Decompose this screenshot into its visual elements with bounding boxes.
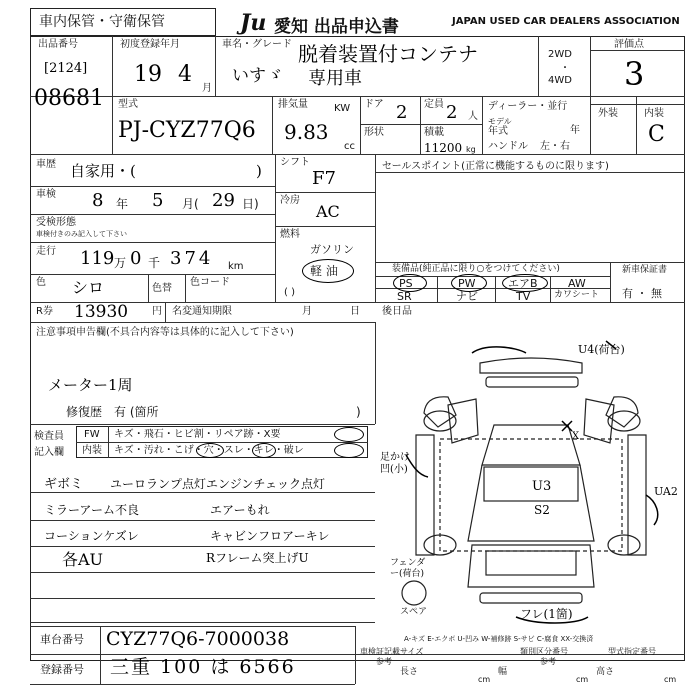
mileage-label: 走行 <box>36 246 56 257</box>
fourwd-label: 4WD <box>548 75 572 86</box>
divider <box>275 192 375 193</box>
equip-tv: TV <box>516 290 531 303</box>
cm-unit-2: cm <box>576 675 589 684</box>
plate-label: 登録番号 <box>40 663 84 676</box>
inspection-month-unit: 月( <box>182 197 199 211</box>
notice-label: 名変通知期限 <box>172 306 232 317</box>
cm-unit-1: cm <box>478 675 491 684</box>
divider <box>30 274 275 275</box>
divider <box>30 598 375 599</box>
divider <box>30 622 375 623</box>
divider <box>100 626 101 684</box>
maker-name: いすゞ <box>232 66 283 86</box>
divider <box>495 276 496 302</box>
equipment-label: 装備品(純正品に限り○をつけてください) <box>392 264 560 274</box>
divider <box>375 154 376 302</box>
ref-label-2: 参考 <box>540 657 556 666</box>
mark-circle <box>196 443 224 458</box>
comment-5: ユーロランプ点灯 <box>110 477 207 491</box>
repair-close: ) <box>356 405 361 419</box>
vehicle-name-label: 車名・グレード <box>222 39 292 50</box>
fw-label: FW <box>84 429 100 440</box>
divider <box>148 274 149 302</box>
model-year-label: モデル <box>488 117 512 126</box>
displacement-unit: cc <box>344 141 355 152</box>
mark-circle <box>252 443 276 458</box>
divider <box>108 426 109 458</box>
comment-8: キャビンフロアーキレ <box>210 529 330 543</box>
warranty-label: 新車保証書 <box>622 265 668 275</box>
equip-seat: カワシート <box>554 290 600 300</box>
color-value: シロ <box>72 278 105 297</box>
divider <box>30 572 375 573</box>
notes-label: 注意事項申告欄(不具合内容等は具体的に記入して下さい) <box>36 327 294 338</box>
score-label: 評価点 <box>614 39 644 50</box>
mileage-sen-unit: 千 <box>148 256 161 270</box>
inspection-label: 車検 <box>36 189 56 200</box>
after-fit-label: 後日品 <box>382 306 412 317</box>
month-unit: 月 <box>202 83 212 94</box>
comment-9: Rフレーム突上げU <box>206 551 309 565</box>
dealer-label: ディーラー・並行 <box>488 101 568 112</box>
model-code: PJ-CYZ77Q6 <box>118 118 256 143</box>
damage-legend: A-キズ E-エクボ U-凹み W-補修跡 S-サビ C-腐食 XX-交換済 <box>404 635 594 643</box>
year-label: 年式 <box>488 126 508 137</box>
tax-unit: 円 <box>152 306 162 317</box>
displacement-value: 9.83 <box>284 120 329 144</box>
capacity-value: 2 <box>446 102 458 123</box>
divider <box>30 322 375 323</box>
plate-number: 三重 100 は 6566 <box>110 656 296 678</box>
first-reg-year: 19 <box>134 62 162 87</box>
history-value: 自家用・( <box>70 162 136 180</box>
divider <box>30 546 375 547</box>
divider <box>375 262 685 263</box>
diagram-mark-ua2: UA2 <box>654 485 678 498</box>
capacity-label: 定員 <box>424 99 444 110</box>
equip-pw: PW <box>458 277 476 290</box>
load-value: 11200 <box>424 141 463 155</box>
divider <box>215 36 216 96</box>
divider <box>272 96 273 154</box>
divider <box>590 104 685 105</box>
divider <box>30 242 275 243</box>
cm-unit-3: cm <box>664 675 677 684</box>
equip-ps: PS <box>399 277 413 290</box>
door-value: 2 <box>396 102 408 123</box>
first-reg-label: 初度登録年月 <box>120 39 180 50</box>
comment-4: 各AU <box>62 550 104 569</box>
displacement-label: 排気量 <box>278 99 308 110</box>
shift-label: シフト <box>280 157 310 168</box>
inspection-day-unit: 日) <box>242 197 259 211</box>
width-label: 幅 <box>498 667 508 677</box>
warranty-value: 有 ・ 無 <box>622 287 662 300</box>
comment-6: エンジンチェック点灯 <box>206 477 326 491</box>
fuel-label: 燃料 <box>280 229 300 240</box>
tax-value: 13930 <box>74 302 129 322</box>
mileage-man: 119 <box>80 248 115 269</box>
divider <box>30 492 375 493</box>
dot-sep: ・ <box>560 63 570 74</box>
inspection-year: 8 <box>92 190 104 211</box>
vehicle-diagram <box>376 325 684 631</box>
fuel-other: ( ) <box>284 287 295 298</box>
inspection-year-unit: 年 <box>116 197 129 211</box>
diagram-mark-x: X <box>572 431 580 442</box>
divider <box>550 276 551 302</box>
receive-note: 車検付きのみ記入して下さい <box>36 230 127 238</box>
divider <box>610 262 611 302</box>
divider <box>76 442 368 443</box>
divider <box>30 154 685 155</box>
lot-bracket: [2124] <box>44 61 88 76</box>
first-reg-month: 4 <box>178 62 192 87</box>
divider <box>360 124 482 125</box>
mileage-rest: 374 <box>170 248 214 269</box>
divider <box>112 36 113 154</box>
mark-circle <box>334 427 364 442</box>
score-value: 3 <box>624 55 645 93</box>
receive-label: 受検形態 <box>36 217 76 228</box>
model-label: 型式 <box>118 99 138 110</box>
length-label: 長さ <box>400 667 419 677</box>
equip-airbag: エアB <box>508 277 538 290</box>
divider <box>355 626 356 684</box>
divider <box>538 36 539 96</box>
storage-label-box <box>30 8 216 36</box>
year-unit: 年 <box>570 125 580 136</box>
inspection-month: 5 <box>152 190 164 211</box>
divider <box>590 36 591 154</box>
comment-2: ミラーアーム不良 <box>44 503 140 517</box>
divider <box>437 276 438 302</box>
exterior-label: 外装 <box>598 108 618 119</box>
repair-label: 修復歴 <box>66 405 103 419</box>
fuel-gasoline: ガソリン <box>310 243 354 256</box>
divider <box>375 172 685 173</box>
notice-day: 日 <box>350 306 360 317</box>
dims-ref: 参考 <box>376 657 392 666</box>
fuel-diesel: 軽 油 <box>310 264 338 278</box>
divider <box>482 96 483 154</box>
divider <box>420 96 421 154</box>
ac-value: AC <box>316 202 340 221</box>
frame-note: フレ(1箇) <box>520 607 573 621</box>
divider <box>590 50 685 51</box>
inspector-label-1: 検査員 <box>34 431 64 442</box>
inspector-label-2: 記入欄 <box>34 447 64 458</box>
comment-7: エアーもれ <box>210 503 270 517</box>
chassis-label: 車台番号 <box>40 633 84 646</box>
load-unit: kg <box>466 145 476 154</box>
color-code-label: 色コード <box>190 277 230 288</box>
inspection-day: 29 <box>212 190 235 211</box>
lot-label: 出品番号 <box>38 39 78 50</box>
shift-value: F7 <box>312 168 336 189</box>
mileage-sen: 0 <box>130 248 142 269</box>
diagram-mark-s2: S2 <box>534 503 550 517</box>
fw-items: キズ・飛石・ヒビ割・リペア跡・X要 <box>114 429 281 440</box>
mileage-man-unit: 万 <box>114 256 127 270</box>
tax-label: R券 <box>36 306 53 317</box>
twowd-label: 2WD <box>548 49 572 60</box>
notice-month: 月 <box>302 306 312 317</box>
diagram-mark-u4: U4(荷台) <box>578 343 625 356</box>
divider <box>30 214 275 215</box>
repair-value: 有 (箇所 <box>114 405 159 419</box>
height-label: 高さ <box>596 667 615 677</box>
interior-label: 内装 <box>644 108 664 119</box>
interior-grade: C <box>648 122 665 147</box>
divider <box>30 424 375 425</box>
capacity-unit: 人 <box>468 111 478 122</box>
divider <box>30 186 275 187</box>
class-number-label: 類別区分番号 <box>520 647 568 656</box>
diagram-mark-step: 足かけ凹(小) <box>380 452 410 475</box>
sales-point-label: セールスポイント(正常に機能するものに限ります) <box>382 161 609 172</box>
diagram-mark-fender: フェンダー(荷台) <box>390 558 426 579</box>
dims-label: 車検証記載サイズ <box>360 647 424 656</box>
handle-label: ハンドル <box>488 141 528 152</box>
meter-note: メーター1周 <box>48 376 133 394</box>
equip-sr: SR <box>397 290 412 303</box>
divider <box>636 96 637 154</box>
shape-label: 形状 <box>364 127 384 138</box>
ju-logo: Ju <box>240 10 267 36</box>
history-close: ) <box>256 162 262 180</box>
handle-value: 左・右 <box>540 141 570 152</box>
interior-inspect-items: キズ・汚れ・こげ・穴・スレ・キレ・破レ <box>114 445 304 456</box>
divider <box>185 274 186 302</box>
divider <box>30 684 355 685</box>
lot-number: 08681 <box>34 86 104 111</box>
divider <box>275 154 276 302</box>
org-title: 愛知 出品申込書 <box>274 17 399 37</box>
interior-inspect-label: 内装 <box>82 445 102 456</box>
divider <box>30 302 685 303</box>
displacement-kw: KW <box>334 103 351 114</box>
association-name: JAPAN USED CAR DEALERS ASSOCIATION <box>452 16 680 27</box>
divider <box>360 96 361 154</box>
history-label: 車歴 <box>36 159 56 170</box>
comment-3: コーションケズレ <box>44 529 139 543</box>
ac-label: 冷房 <box>280 195 300 206</box>
model-code-label: 型式指定番号 <box>608 647 656 656</box>
divider <box>30 654 685 655</box>
grade-line2: 専用車 <box>308 68 362 89</box>
chassis-number: CYZ77Q6-7000038 <box>106 628 290 650</box>
door-label: ドア <box>364 99 384 110</box>
mileage-unit: km <box>228 261 244 272</box>
divider <box>165 302 166 322</box>
divider <box>30 96 685 97</box>
diagram-mark-u3: U3 <box>532 479 552 494</box>
color-change-label: 色替 <box>152 283 172 294</box>
divider <box>30 520 375 521</box>
storage-label: 車内保管・守衛保管 <box>39 14 165 30</box>
color-label: 色 <box>36 277 46 288</box>
grade-line1: 脱着装置付コンテナ <box>298 42 478 66</box>
equip-navi: ナビ <box>456 290 478 303</box>
spare-label: スペア <box>400 607 428 617</box>
comment-1: ギボミ <box>44 477 84 492</box>
divider <box>275 226 375 227</box>
mark-circle <box>334 443 364 458</box>
divider <box>30 626 355 627</box>
equip-aw: AW <box>568 277 586 290</box>
load-label: 積載 <box>424 127 444 138</box>
